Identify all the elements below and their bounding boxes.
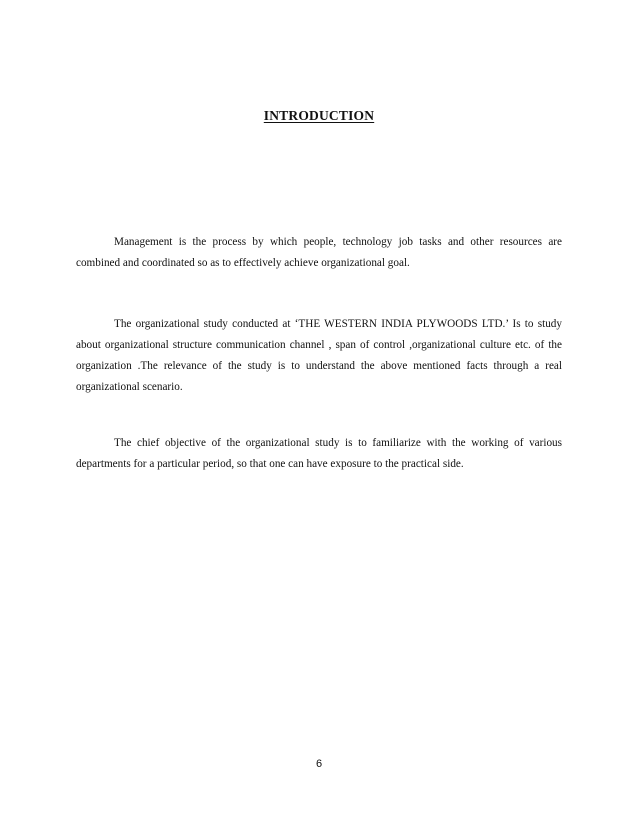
paragraph-study-objective: The chief objective of the organizational study is to familiarize with the working of various departments for a particular period, so that one can have exposure to the practical side.	[76, 437, 562, 470]
paragraph-study-scope: The organizational study conducted at ‘THE WESTERN INDIA PLYWOODS LTD.’ Is to study about organizational structure communication channel , span of control ,organizational culture etc. of the organization .The relevance of the study is to understand the above mentioned facts through a real organizational scenario.	[76, 318, 562, 393]
paragraph-management-definition: Management is the process by which people, technology job tasks and other resources are combined and coordinated so as to effectively achieve organizational goal.	[76, 236, 562, 269]
page-title: INTRODUCTION	[263, 108, 375, 123]
page-number: 6	[315, 758, 323, 770]
